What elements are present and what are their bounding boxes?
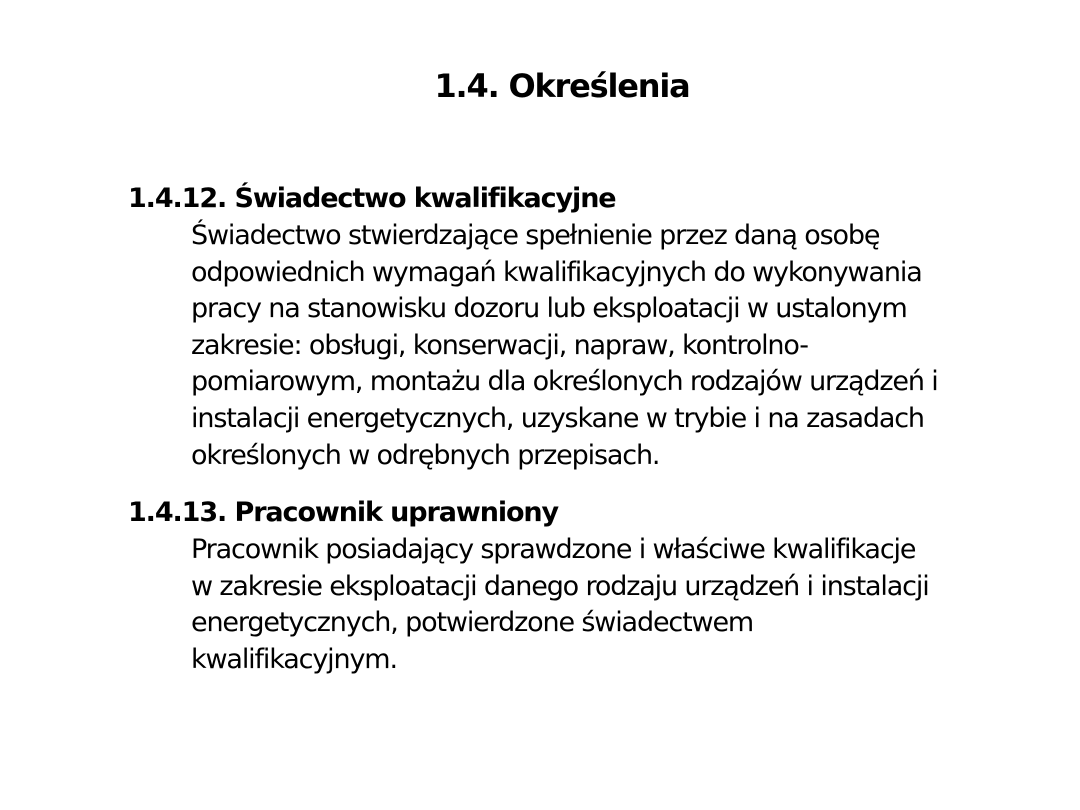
definition-line: zakresie: obsługi, konserwacji, napraw, kontrolno- [191,329,808,361]
definition-line: w zakresie eksploatacji danego rodzaju urządzeń i instalacji [191,570,929,602]
term-heading: 1.4.13. Pracownik uprawniony [128,497,559,528]
definition-line: odpowiednich wymagań kwalifikacyjnych do wykonywania [191,256,922,288]
term-heading: 1.4.12. Świadectwo kwalifikacyjne [128,183,616,214]
term-pracownik-uprawniony [128,494,1028,678]
definition-line: pomiarowym, montażu dla określonych rodzajów urządzeń i [191,366,938,398]
definition-line: instalacji energetycznych, uzyskane w trybie i na zasadach [191,402,924,434]
definition-line: kwalifikacyjnym. [191,643,397,675]
definition-line: energetycznych, potwierdzone świadectwem [191,607,754,639]
slide-title: 1.4. Określenia [434,67,690,105]
term-definition [128,218,1028,474]
definition-line: Świadectwo stwierdzające spełnienie przez daną osobę [191,220,880,251]
term-definition [128,532,1028,678]
definition-line: określonych w odrębnych przepisach. [191,439,660,471]
definition-line: Pracownik posiadający sprawdzone i właściwe kwalifikacje [191,534,916,565]
definition-line: pracy na stanowisku dozoru lub eksploatacji w ustalonym [191,293,907,325]
term-swiadectwo-kwalifikacyjne [128,180,1028,474]
